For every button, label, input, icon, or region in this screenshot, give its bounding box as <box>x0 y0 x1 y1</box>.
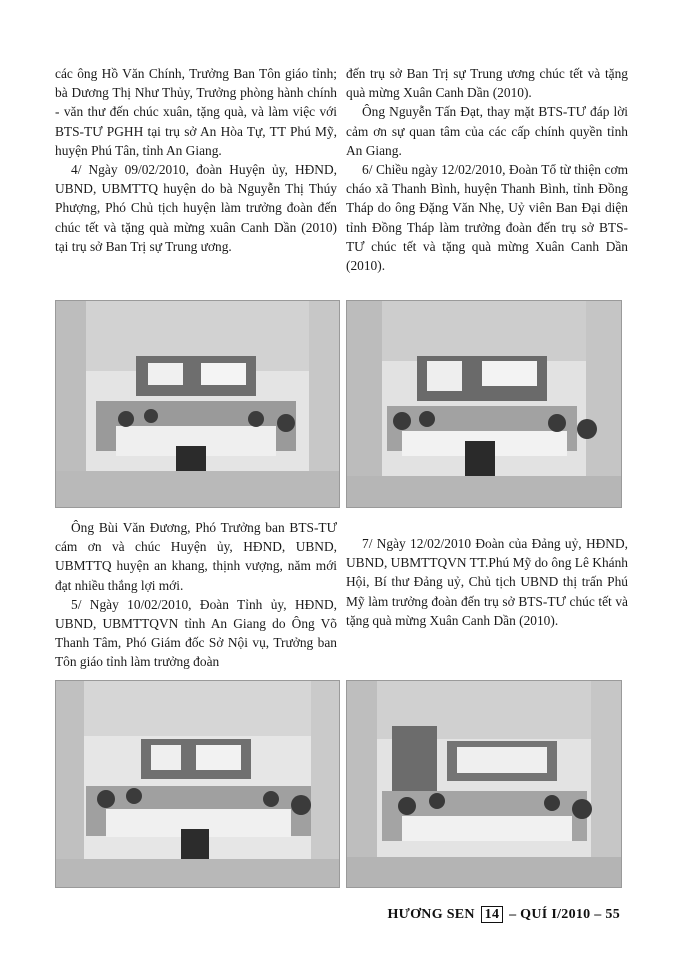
page-number: 55 <box>605 907 620 922</box>
paragraph: 6/ Chiều ngày 12/02/2010, Đoàn Tổ từ thiện cơm cháo xã Thanh Bình, huyện Thanh Bình, tỉnh Đồng Tháp do ông Đặng Văn Nhẹ, Uỷ viên Ban Đại diện tỉnh Đồng Tháp làm trưởng đoàn đến trụ sở BTS-TƯ chúc tết và tặng quà mừng Xuân Canh Dần (2010). <box>346 162 628 274</box>
paragraph: đến trụ sở Ban Trị sự Trung ương chúc tết và tặng quà mừng Xuân Canh Dần (2010). <box>346 66 628 101</box>
issue-number: 14 <box>481 906 504 923</box>
meeting-photo-2 <box>346 300 622 508</box>
paragraph: Ông Nguyễn Tấn Đạt, thay mặt BTS-TƯ đáp lời cảm ơn sự quan tâm của các cấp chính quyền tỉnh An Giang. <box>346 104 628 158</box>
article-column-left-middle <box>55 518 337 672</box>
article-column-right-top <box>346 64 628 275</box>
magazine-name: HƯƠNG SEN <box>387 907 475 922</box>
article-column-right-middle <box>346 534 628 630</box>
meeting-photo-4 <box>346 680 622 888</box>
paragraph: 5/ Ngày 10/02/2010, Đoàn Tỉnh ủy, HĐND, UBND, UBMTTQVN tỉnh An Giang do Ông Võ Thanh Tâm, Phó Giám đốc Sở Nội vụ, Trưởng ban Tôn giáo tỉnh làm trưởng đoàn <box>55 596 337 670</box>
paragraph: các ông Hồ Văn Chính, Trưởng Ban Tôn giáo tỉnh; bà Dương Thị Như Thủy, Trưởng phòng hành chính - văn thư đến chúc xuân, tặng quà, và làm việc với BTS-TƯ PGHH tại trụ sở An Hòa Tự, TT Phú Mỹ, huyện Phú Tân, tỉnh An Giang. <box>55 66 337 158</box>
article-column-left-top <box>55 64 337 256</box>
meeting-photo-3 <box>55 680 340 888</box>
issue-period: – QUÍ I/2010 – <box>509 907 602 922</box>
paragraph: Ông Bùi Văn Đương, Phó Trưởng ban BTS-TƯ cám ơn và chúc Huyện ủy, HĐND, UBND, UBMTTQ huyện an khang, thịnh vượng, năm mới đạt nhiều thắng lợi mới. <box>55 520 337 593</box>
paragraph: 4/ Ngày 09/02/2010, đoàn Huyện ủy, HĐND, UBND, UBMTTQ huyện do bà Nguyễn Thị Thúy Phượng, Phó Chủ tịch huyện làm trưởng đoàn đến chúc tết và tặng quà mừng xuân Canh Dần (2010) tại trụ sở Ban Trị sự Trung ương. <box>55 162 337 254</box>
meeting-photo-1 <box>55 300 340 508</box>
page-footer <box>387 906 620 923</box>
paragraph: 7/ Ngày 12/02/2010 Đoàn của Đảng uỷ, HĐND, UBND, UBMTTQVN TT.Phú Mỹ do ông Lê Khánh Hội, Bí thư Đảng uỷ, Chủ tịch UBND thị trấn Phú Mỹ làm trưởng đoàn đến trụ sở BTS-TƯ chúc tết và tặng quà mừng Xuân Canh Dần (2010). <box>346 536 628 628</box>
